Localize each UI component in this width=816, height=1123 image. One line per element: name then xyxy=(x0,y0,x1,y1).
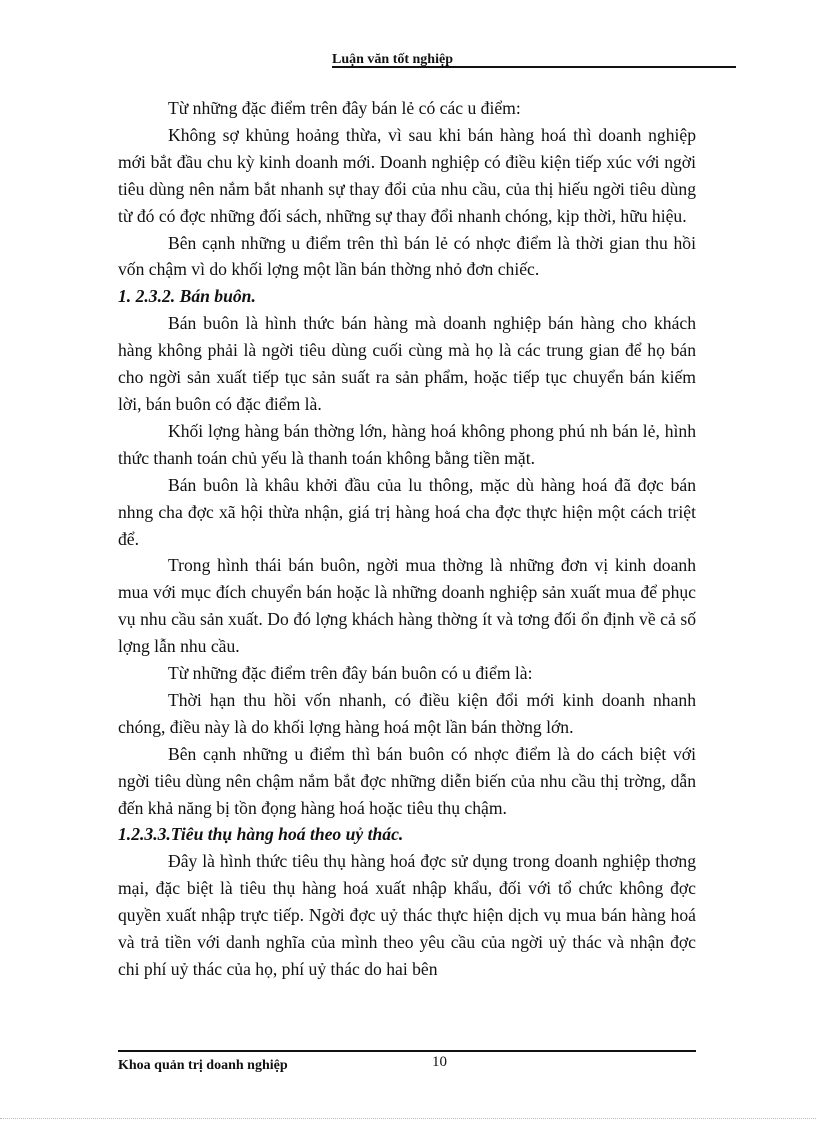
body-paragraph: Thời hạn thu hồi vốn nhanh, có điều kiện đổi mới kinh doanh nhanh chóng, điều này là do khối lợng hàng hoá một lần bán thờng lớn. xyxy=(118,689,696,737)
header-rule xyxy=(332,66,736,68)
body-paragraph: Trong hình thái bán buôn, ngời mua thờng là những đơn vị kinh doanh mua với mục đích chuyển bán hoặc là những doanh nghiệp sản xuất mua để phục vụ nhu cầu sản xuất. Do đó lợng khách hàng thờng ít và tơng đối ổn định về cả số lợng lẫn nhu cầu. xyxy=(118,555,696,657)
section-heading: 1.2.3.3.Tiêu thụ hàng hoá theo uỷ thác. xyxy=(118,824,404,845)
page-number: 10 xyxy=(432,1054,447,1070)
footer-department: Khoa quản trị doanh nghiệp xyxy=(118,1058,288,1073)
footer-rule xyxy=(118,1050,696,1052)
body-paragraph: Đây là hình thức tiêu thụ hàng hoá đợc sử dụng trong doanh nghiệp thơng mại, đặc biệt là tiêu thụ hàng hoá xuất nhập khẩu, đối với tổ chức không đợc quyền xuất nhập trực tiếp. Ngời đợc uỷ thác thực hiện dịch vụ mua bán hàng hoá và trả tiền với danh nghĩa của mình theo yêu cầu của ngời uỷ thác và nhận đợc chi phí uỷ thác của họ, phí uỷ thác do hai bên xyxy=(118,851,696,979)
section-heading: 1. 2.3.2. Bán buôn. xyxy=(118,286,256,307)
body-paragraph: Khối lợng hàng bán thờng lớn, hàng hoá không phong phú nh bán lẻ, hình thức thanh toán chủ yếu là thanh toán không bằng tiền mặt. xyxy=(118,420,696,468)
body-paragraph: Không sợ khủng hoảng thừa, vì sau khi bán hàng hoá thì doanh nghiệp mới bắt đầu chu kỳ kinh doanh mới. Doanh nghiệp có điều kiện tiếp xúc với ngời tiêu dùng nên nắm bắt nhanh sự thay đổi của nhu cầu, của thị hiếu ngời tiêu dùng từ đó có đợc những đối sách, những sự thay đổi nhanh chóng, kịp thời, hữu hiệu. xyxy=(118,124,696,226)
document-body xyxy=(118,95,696,983)
page-edge-divider xyxy=(0,1118,816,1119)
body-paragraph: Bán buôn là hình thức bán hàng mà doanh nghiệp bán hàng cho khách hàng không phải là ngời tiêu dùng cuối cùng mà họ là các trung gian để họ bán cho ngời sản xuất tiếp tục sản suất ra sản phẩm, hoặc tiếp tục chuyển bán kiếm lời, bán buôn có đặc điểm là. xyxy=(118,313,696,414)
body-paragraph: Bán buôn là khâu khởi đầu của lu thông, mặc dù hàng hoá đã đợc bán nhng cha đợc xã hội thừa nhận, giá trị hàng hoá cha đợc thực hiện một cách triệt để. xyxy=(118,474,696,549)
running-header-title: Luận văn tốt nghiệp xyxy=(332,52,453,67)
body-paragraph: Từ những đặc điểm trên đây bán lẻ có các u điểm: xyxy=(168,98,521,118)
body-paragraph: Bên cạnh những u điểm trên thì bán lẻ có nhợc điểm là thời gian thu hồi vốn chậm vì do khối lợng một lần bán thờng nhỏ đơn chiếc. xyxy=(118,232,696,280)
body-paragraph: Từ những đặc điểm trên đây bán buôn có u điểm là: xyxy=(168,663,533,684)
body-paragraph: Bên cạnh những u điểm thì bán buôn có nhợc điểm là do cách biệt với ngời tiêu dùng nên chậm nắm bắt đợc những diễn biến của nhu cầu thị trờng, dẫn đến khả năng bị tồn đọng hàng hoá hoặc tiêu thụ chậm. xyxy=(118,743,696,818)
